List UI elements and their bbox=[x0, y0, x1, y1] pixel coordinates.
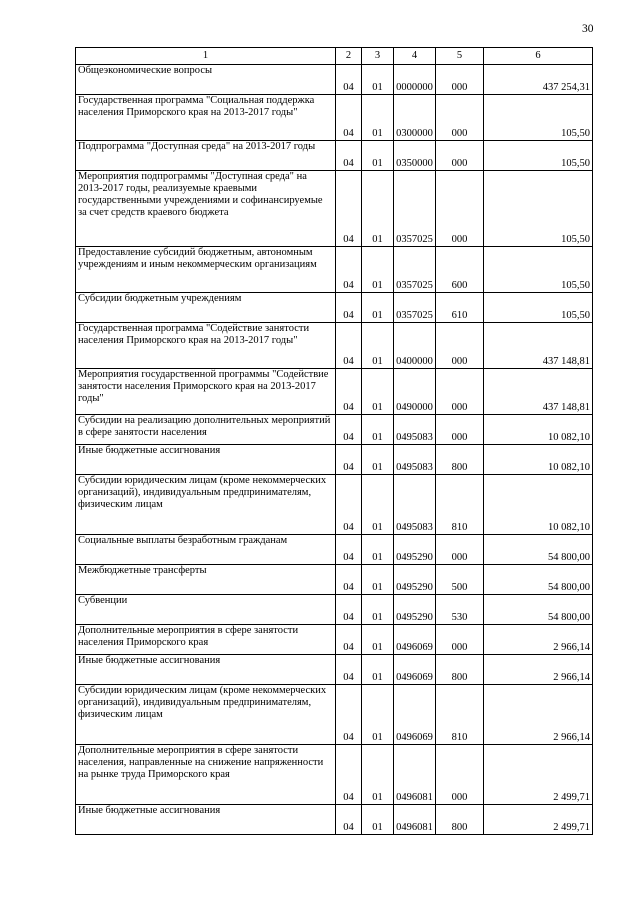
table-row bbox=[76, 323, 593, 369]
row-amount: 105,50 bbox=[484, 95, 593, 141]
table-row bbox=[76, 445, 593, 475]
header-col-6: 6 bbox=[484, 48, 593, 65]
row-expense-type: 000 bbox=[436, 141, 484, 171]
header-col-4: 4 bbox=[394, 48, 436, 65]
row-target-code: 0000000 bbox=[394, 65, 436, 95]
row-amount: 105,50 bbox=[484, 293, 593, 323]
table-row bbox=[76, 625, 593, 655]
row-expense-type: 000 bbox=[436, 535, 484, 565]
table-row bbox=[76, 535, 593, 565]
row-col-2: 04 bbox=[336, 805, 362, 835]
row-col-2: 04 bbox=[336, 95, 362, 141]
row-col-2: 04 bbox=[336, 65, 362, 95]
row-col-3: 01 bbox=[362, 745, 394, 805]
row-amount: 105,50 bbox=[484, 247, 593, 293]
row-target-code: 0357025 bbox=[394, 171, 436, 247]
row-col-2: 04 bbox=[336, 625, 362, 655]
row-target-code: 0350000 bbox=[394, 141, 436, 171]
row-col-3: 01 bbox=[362, 247, 394, 293]
row-col-3: 01 bbox=[362, 445, 394, 475]
header-col-2: 2 bbox=[336, 48, 362, 65]
table-row bbox=[76, 141, 593, 171]
table-row bbox=[76, 565, 593, 595]
row-name: Государственная программа "Содействие занятости населения Приморского края на 2013-2017 годы" bbox=[76, 323, 336, 369]
table-row bbox=[76, 805, 593, 835]
row-amount: 105,50 bbox=[484, 171, 593, 247]
table-row bbox=[76, 685, 593, 745]
table-row bbox=[76, 95, 593, 141]
row-target-code: 0496069 bbox=[394, 625, 436, 655]
row-expense-type: 610 bbox=[436, 293, 484, 323]
budget-table bbox=[75, 47, 593, 835]
row-col-3: 01 bbox=[362, 655, 394, 685]
row-target-code: 0300000 bbox=[394, 95, 436, 141]
row-target-code: 0495290 bbox=[394, 595, 436, 625]
row-expense-type: 000 bbox=[436, 65, 484, 95]
row-target-code: 0495290 bbox=[394, 535, 436, 565]
table-body bbox=[76, 65, 593, 835]
row-name: Мероприятия государственной программы "Содействие занятости населения Приморского края на 2013-2017 годы" bbox=[76, 369, 336, 415]
row-expense-type: 000 bbox=[436, 745, 484, 805]
table-row bbox=[76, 293, 593, 323]
header-row bbox=[76, 48, 593, 65]
row-col-2: 04 bbox=[336, 745, 362, 805]
row-col-3: 01 bbox=[362, 535, 394, 565]
page-number: 30 bbox=[582, 23, 594, 35]
row-expense-type: 800 bbox=[436, 445, 484, 475]
row-name: Предоставление субсидий бюджетным, автономным учреждениям и иным некоммерческим организациям bbox=[76, 247, 336, 293]
row-expense-type: 810 bbox=[436, 475, 484, 535]
row-col-3: 01 bbox=[362, 141, 394, 171]
row-name: Дополнительные мероприятия в сфере занятости населения, направленные на снижение напряженности на рынке труда Приморского края bbox=[76, 745, 336, 805]
row-col-2: 04 bbox=[336, 293, 362, 323]
table-row bbox=[76, 247, 593, 293]
row-amount: 105,50 bbox=[484, 141, 593, 171]
row-expense-type: 000 bbox=[436, 323, 484, 369]
row-name: Государственная программа "Социальная поддержка населения Приморского края на 2013-2017 годы" bbox=[76, 95, 336, 141]
row-col-2: 04 bbox=[336, 415, 362, 445]
row-col-2: 04 bbox=[336, 323, 362, 369]
row-name: Субсидии бюджетным учреждениям bbox=[76, 293, 336, 323]
header-col-5: 5 bbox=[436, 48, 484, 65]
row-col-2: 04 bbox=[336, 445, 362, 475]
table-row bbox=[76, 171, 593, 247]
row-name: Субсидии юридическим лицам (кроме некоммерческих организаций), индивидуальным предпринимателям, физическим лицам bbox=[76, 685, 336, 745]
row-target-code: 0495083 bbox=[394, 415, 436, 445]
row-col-2: 04 bbox=[336, 475, 362, 535]
row-expense-type: 000 bbox=[436, 171, 484, 247]
row-amount: 54 800,00 bbox=[484, 595, 593, 625]
row-target-code: 0495290 bbox=[394, 565, 436, 595]
row-expense-type: 000 bbox=[436, 369, 484, 415]
row-name: Межбюджетные трансферты bbox=[76, 565, 336, 595]
row-col-3: 01 bbox=[362, 415, 394, 445]
row-col-2: 04 bbox=[336, 369, 362, 415]
row-col-2: 04 bbox=[336, 595, 362, 625]
header-col-1: 1 bbox=[76, 48, 336, 65]
row-col-3: 01 bbox=[362, 475, 394, 535]
row-expense-type: 800 bbox=[436, 805, 484, 835]
table-header bbox=[76, 48, 593, 65]
row-target-code: 0357025 bbox=[394, 247, 436, 293]
row-name: Иные бюджетные ассигнования bbox=[76, 655, 336, 685]
row-name: Субсидии на реализацию дополнительных мероприятий в сфере занятости населения bbox=[76, 415, 336, 445]
row-amount: 2 966,14 bbox=[484, 655, 593, 685]
row-expense-type: 600 bbox=[436, 247, 484, 293]
row-col-3: 01 bbox=[362, 65, 394, 95]
table-row bbox=[76, 415, 593, 445]
row-target-code: 0496081 bbox=[394, 805, 436, 835]
row-expense-type: 000 bbox=[436, 95, 484, 141]
row-target-code: 0495083 bbox=[394, 445, 436, 475]
row-target-code: 0400000 bbox=[394, 323, 436, 369]
row-col-3: 01 bbox=[362, 369, 394, 415]
row-expense-type: 800 bbox=[436, 655, 484, 685]
table-row bbox=[76, 655, 593, 685]
row-name: Социальные выплаты безработным гражданам bbox=[76, 535, 336, 565]
row-target-code: 0496069 bbox=[394, 655, 436, 685]
row-col-2: 04 bbox=[336, 171, 362, 247]
row-col-2: 04 bbox=[336, 565, 362, 595]
table-row bbox=[76, 595, 593, 625]
table-row bbox=[76, 745, 593, 805]
row-col-3: 01 bbox=[362, 565, 394, 595]
row-name: Мероприятия подпрограммы "Доступная среда" на 2013-2017 годы, реализуемые краевыми государственными учреждениями и софинансируемые за счет средств краевого бюджета bbox=[76, 171, 336, 247]
row-col-3: 01 bbox=[362, 805, 394, 835]
row-col-2: 04 bbox=[336, 141, 362, 171]
row-amount: 437 148,81 bbox=[484, 323, 593, 369]
row-expense-type: 000 bbox=[436, 625, 484, 655]
row-target-code: 0357025 bbox=[394, 293, 436, 323]
row-name: Общеэкономические вопросы bbox=[76, 65, 336, 95]
row-amount: 437 148,81 bbox=[484, 369, 593, 415]
row-col-3: 01 bbox=[362, 323, 394, 369]
row-amount: 2 966,14 bbox=[484, 625, 593, 655]
row-expense-type: 000 bbox=[436, 415, 484, 445]
row-amount: 437 254,31 bbox=[484, 65, 593, 95]
row-amount: 54 800,00 bbox=[484, 535, 593, 565]
row-amount: 2 966,14 bbox=[484, 685, 593, 745]
table-row bbox=[76, 475, 593, 535]
row-name: Дополнительные мероприятия в сфере занятости населения Приморского края bbox=[76, 625, 336, 655]
row-target-code: 0496081 bbox=[394, 745, 436, 805]
row-name: Субвенции bbox=[76, 595, 336, 625]
row-expense-type: 810 bbox=[436, 685, 484, 745]
row-amount: 54 800,00 bbox=[484, 565, 593, 595]
row-amount: 2 499,71 bbox=[484, 805, 593, 835]
row-col-2: 04 bbox=[336, 685, 362, 745]
row-target-code: 0490000 bbox=[394, 369, 436, 415]
row-col-3: 01 bbox=[362, 625, 394, 655]
row-target-code: 0496069 bbox=[394, 685, 436, 745]
row-name: Иные бюджетные ассигнования bbox=[76, 805, 336, 835]
row-col-3: 01 bbox=[362, 595, 394, 625]
row-col-3: 01 bbox=[362, 171, 394, 247]
row-col-3: 01 bbox=[362, 685, 394, 745]
row-target-code: 0495083 bbox=[394, 475, 436, 535]
row-name: Подпрограмма "Доступная среда" на 2013-2017 годы bbox=[76, 141, 336, 171]
row-col-3: 01 bbox=[362, 95, 394, 141]
table-row bbox=[76, 65, 593, 95]
row-col-2: 04 bbox=[336, 247, 362, 293]
row-col-3: 01 bbox=[362, 293, 394, 323]
row-expense-type: 500 bbox=[436, 565, 484, 595]
row-amount: 10 082,10 bbox=[484, 445, 593, 475]
table-row bbox=[76, 369, 593, 415]
row-expense-type: 530 bbox=[436, 595, 484, 625]
row-name: Субсидии юридическим лицам (кроме некоммерческих организаций), индивидуальным предпринимателям, физическим лицам bbox=[76, 475, 336, 535]
row-col-2: 04 bbox=[336, 655, 362, 685]
row-amount: 10 082,10 bbox=[484, 415, 593, 445]
row-col-2: 04 bbox=[336, 535, 362, 565]
row-amount: 10 082,10 bbox=[484, 475, 593, 535]
row-amount: 2 499,71 bbox=[484, 745, 593, 805]
row-name: Иные бюджетные ассигнования bbox=[76, 445, 336, 475]
header-col-3: 3 bbox=[362, 48, 394, 65]
